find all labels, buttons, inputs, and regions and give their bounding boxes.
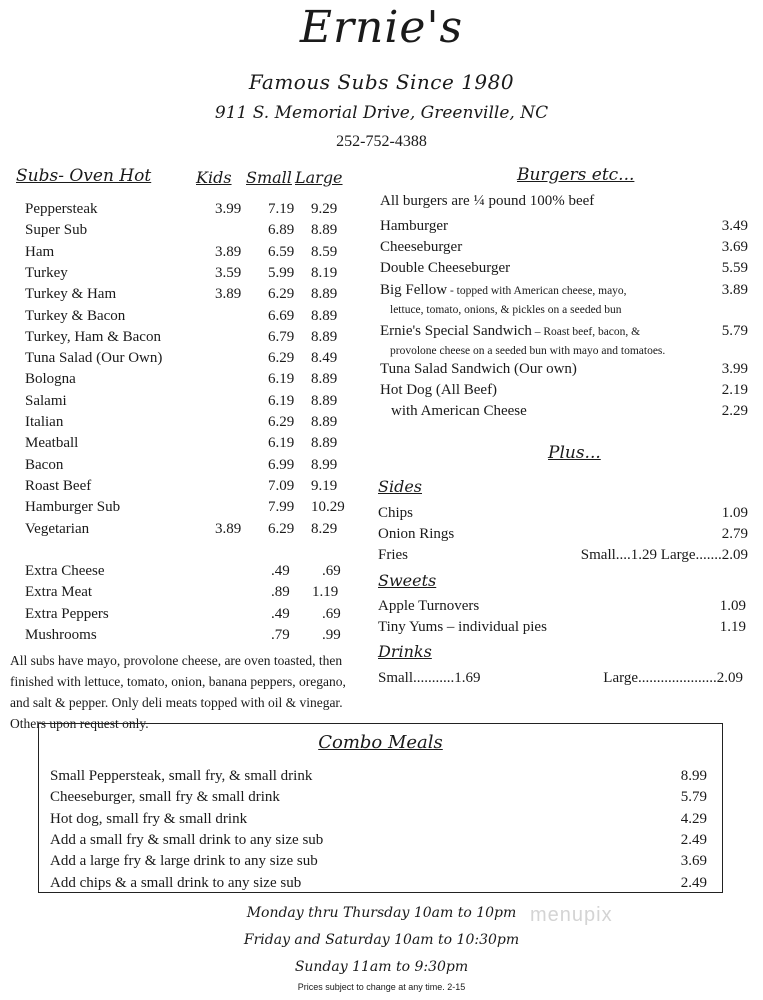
sub-name: Turkey & Bacon (25, 307, 126, 324)
subs-heading: Subs- Oven Hot (16, 166, 152, 186)
burger-desc: – Roast beef, bacon, & (531, 326, 641, 338)
sub-item (25, 455, 350, 475)
burger-item (380, 280, 748, 300)
large-price: 8.89 (311, 371, 338, 388)
large-price: 8.99 (311, 456, 338, 473)
extra-name: Extra Meat (25, 584, 93, 601)
large-column-header: Large (295, 168, 343, 187)
watermark: menupix (530, 904, 613, 926)
combo-item (50, 766, 707, 786)
small-price: 6.29 (268, 286, 295, 303)
sub-name: Bologna (25, 371, 76, 388)
burger-price: 2.19 (721, 382, 748, 398)
burger-price: 3.89 (721, 282, 748, 298)
side-item (378, 545, 748, 565)
sub-item (25, 220, 350, 240)
combo-meals-box (38, 723, 723, 893)
small-price: 6.29 (268, 520, 295, 537)
restaurant-title: Ernie's (299, 2, 464, 53)
combo-item (50, 787, 707, 807)
side-price: 2.79 (721, 526, 748, 542)
small-price: 5.99 (268, 264, 295, 281)
tagline: Famous Subs Since 1980 (248, 70, 515, 94)
address: 911 S. Memorial Drive, Greenville, NC (214, 103, 549, 123)
sub-item (25, 412, 350, 432)
small-price: 7.09 (268, 477, 295, 494)
large-price: 8.89 (311, 222, 338, 239)
kids-price: 3.89 (215, 520, 242, 537)
extra-name: Mushrooms (25, 626, 97, 643)
drinks-row (378, 668, 743, 688)
small-price: 6.99 (268, 456, 295, 473)
combo-name: Add chips & a small drink to any size sub (50, 874, 302, 891)
sub-item (25, 391, 350, 411)
extra-item (25, 561, 350, 581)
large-price: 8.89 (311, 435, 338, 452)
sub-name: Meatball (25, 435, 79, 452)
combo-price: 5.79 (680, 789, 707, 806)
side-name: Onion Rings (378, 526, 455, 542)
extra-name: Extra Peppers (25, 605, 109, 622)
large-price: .69 (322, 605, 341, 622)
drink-small: Small...........1.69 (378, 670, 481, 686)
kids-price: 3.99 (215, 201, 242, 217)
small-price: 6.19 (268, 392, 295, 409)
sweet-price: 1.19 (719, 619, 746, 635)
combo-item (50, 873, 707, 893)
small-price: .49 (271, 605, 290, 622)
sub-name: Turkey, Ham & Bacon (25, 328, 161, 345)
large-price: 8.19 (311, 264, 338, 281)
hours-fri-sat: Friday and Saturday 10am to 10:30pm (243, 932, 520, 948)
burger-price: 5.59 (721, 260, 748, 276)
kids-price: 3.59 (215, 264, 242, 281)
sub-name: Tuna Salad (Our Own) (25, 350, 163, 367)
sub-name: Ham (25, 243, 55, 260)
fries-prices: Small....1.29 Large.......2.09 (580, 547, 748, 563)
sub-item (25, 263, 350, 283)
burger-item (380, 237, 748, 257)
large-price: 10.29 (311, 499, 345, 516)
sweet-item (378, 596, 746, 616)
large-price: 8.59 (311, 243, 338, 260)
combo-name: Add a large fry & large drink to any size sub (50, 853, 318, 870)
combo-name: Small Peppersteak, small fry, & small drink (50, 768, 313, 784)
sweets-heading: Sweets (378, 571, 437, 590)
sub-item (25, 199, 350, 219)
side-name: Chips (378, 505, 414, 521)
sub-item (25, 497, 350, 517)
extra-name: Extra Cheese (25, 563, 105, 579)
large-price: 8.89 (311, 307, 338, 324)
combo-name: Cheeseburger, small fry & small drink (50, 789, 280, 806)
price-disclaimer: Prices subject to change at any time. 2-15 (297, 982, 466, 992)
sweet-name: Tiny Yums – individual pies (378, 619, 547, 635)
sides-heading: Sides (378, 477, 422, 496)
burger-item (380, 321, 748, 341)
sub-item (25, 327, 350, 347)
sub-item (25, 476, 350, 496)
extra-item (25, 582, 350, 602)
sub-name: Hamburger Sub (25, 499, 121, 516)
large-price: 8.89 (311, 286, 338, 303)
burger-item (380, 258, 748, 278)
sub-name: Super Sub (25, 222, 88, 239)
burger-name: Double Cheeseburger (380, 260, 511, 276)
small-price: 6.59 (268, 243, 295, 260)
small-price: 6.19 (268, 435, 295, 452)
burger-price: 5.79 (721, 323, 748, 339)
extra-item (25, 604, 350, 624)
sub-name: Vegetarian (25, 520, 90, 537)
combo-item (50, 830, 707, 850)
combo-item (50, 851, 707, 871)
sweet-name: Apple Turnovers (378, 598, 480, 614)
burger-price: 3.99 (721, 361, 748, 377)
burger-price: 3.69 (721, 239, 748, 255)
sub-item (25, 242, 350, 262)
large-price: 8.89 (311, 328, 338, 345)
combo-price: 2.49 (680, 874, 707, 891)
burger-price: 2.29 (721, 403, 748, 419)
large-price: 9.29 (311, 201, 338, 217)
burger-name: Hamburger (380, 218, 449, 234)
burger-name: Tuna Salad Sandwich (Our own) (380, 361, 577, 377)
burgers-heading: Burgers etc... (517, 165, 635, 185)
burger-desc: provolone cheese on a seeded bun with mayo and tomatoes. (390, 345, 666, 357)
burger-desc-line (390, 300, 748, 320)
sub-name: Italian (25, 414, 64, 430)
combo-price: 2.49 (680, 831, 707, 848)
large-price: .99 (322, 626, 341, 643)
burger-price: 3.49 (721, 218, 748, 234)
combo-price: 4.29 (680, 810, 707, 827)
small-price: .49 (271, 563, 290, 579)
small-price: 6.19 (268, 371, 295, 388)
burger-item (380, 216, 748, 236)
small-price: 7.19 (268, 201, 295, 217)
side-item (378, 503, 748, 523)
large-price: 9.19 (311, 477, 338, 494)
small-price: .79 (271, 626, 290, 643)
large-price: 8.49 (311, 350, 338, 367)
phone-number: 252-752-4388 (336, 133, 427, 150)
sub-name: Peppersteak (25, 201, 98, 217)
small-price: 6.29 (268, 414, 295, 430)
hours-sunday: Sunday 11am to 9:30pm (294, 959, 469, 975)
small-price: 6.69 (268, 307, 295, 324)
side-item (378, 524, 748, 544)
sub-item (25, 433, 350, 453)
large-price: .69 (322, 563, 341, 579)
kids-price: 3.89 (215, 243, 242, 260)
hours-weekday: Monday thru Thursday 10am to 10pm (246, 905, 517, 921)
combo-price: 3.69 (680, 853, 707, 870)
sub-name: Roast Beef (25, 477, 92, 494)
large-price: 8.89 (311, 392, 338, 409)
sub-item (25, 369, 350, 389)
burger-desc: lettuce, tomato, onions, & pickles on a seeded bun (390, 304, 622, 316)
combo-heading: Combo Meals (318, 732, 443, 753)
side-name: Fries (378, 547, 408, 563)
burger-name-with-desc (380, 280, 627, 301)
small-price: 6.79 (268, 328, 295, 345)
kids-column-header: Kids (196, 168, 232, 187)
small-price: 7.99 (268, 499, 295, 516)
burgers-intro: All burgers are ¼ pound 100% beef (380, 193, 595, 209)
small-price: 6.89 (268, 222, 295, 239)
extra-item (25, 625, 350, 645)
burger-name: Cheeseburger (380, 239, 463, 255)
small-column-header: Small (246, 168, 292, 187)
drink-large: Large.....................2.09 (603, 670, 743, 686)
burger-name: Hot Dog (All Beef) (380, 382, 498, 398)
sub-item (25, 519, 350, 539)
large-price: 1.19 (312, 584, 339, 601)
kids-price: 3.89 (215, 286, 242, 303)
burger-name-with-desc (380, 321, 640, 342)
combo-item (50, 809, 707, 829)
sub-name: Turkey (25, 264, 68, 281)
burger-desc-line (390, 341, 748, 361)
large-price: 8.29 (311, 520, 338, 537)
combo-name: Hot dog, small fry & small drink (50, 810, 248, 827)
sub-name: Bacon (25, 456, 64, 473)
subs-note: All subs have mayo, provolone cheese, are oven toasted, then finished with lettuce, tomato, onion, banana peppers, oregano, and salt & pepper. Only deli meats topped with oil & vinegar. Others upon request only. (10, 653, 346, 731)
sweet-item (378, 617, 746, 637)
burger-desc: - topped with American cheese, mayo, (447, 285, 627, 297)
burger-name: with American Cheese (391, 403, 527, 419)
sub-name: Salami (25, 392, 67, 409)
sub-item (25, 306, 350, 326)
sub-item (25, 284, 350, 304)
side-price: 1.09 (721, 505, 748, 521)
burger-item (380, 359, 748, 379)
burger-name: Big Fellow (380, 282, 448, 298)
sub-item (25, 348, 350, 368)
large-price: 8.89 (311, 414, 338, 430)
small-price: 6.29 (268, 350, 295, 367)
burger-item (380, 401, 748, 421)
sub-name: Turkey & Ham (25, 286, 117, 303)
combo-price: 8.99 (680, 768, 707, 784)
drinks-heading: Drinks (378, 642, 432, 661)
plus-heading: Plus... (548, 443, 601, 463)
sweet-price: 1.09 (719, 598, 746, 614)
burger-item (380, 380, 748, 400)
burger-name: Ernie's Special Sandwich (380, 323, 532, 339)
small-price: .89 (271, 584, 290, 601)
combo-name: Add a small fry & small drink to any size sub (50, 831, 324, 848)
